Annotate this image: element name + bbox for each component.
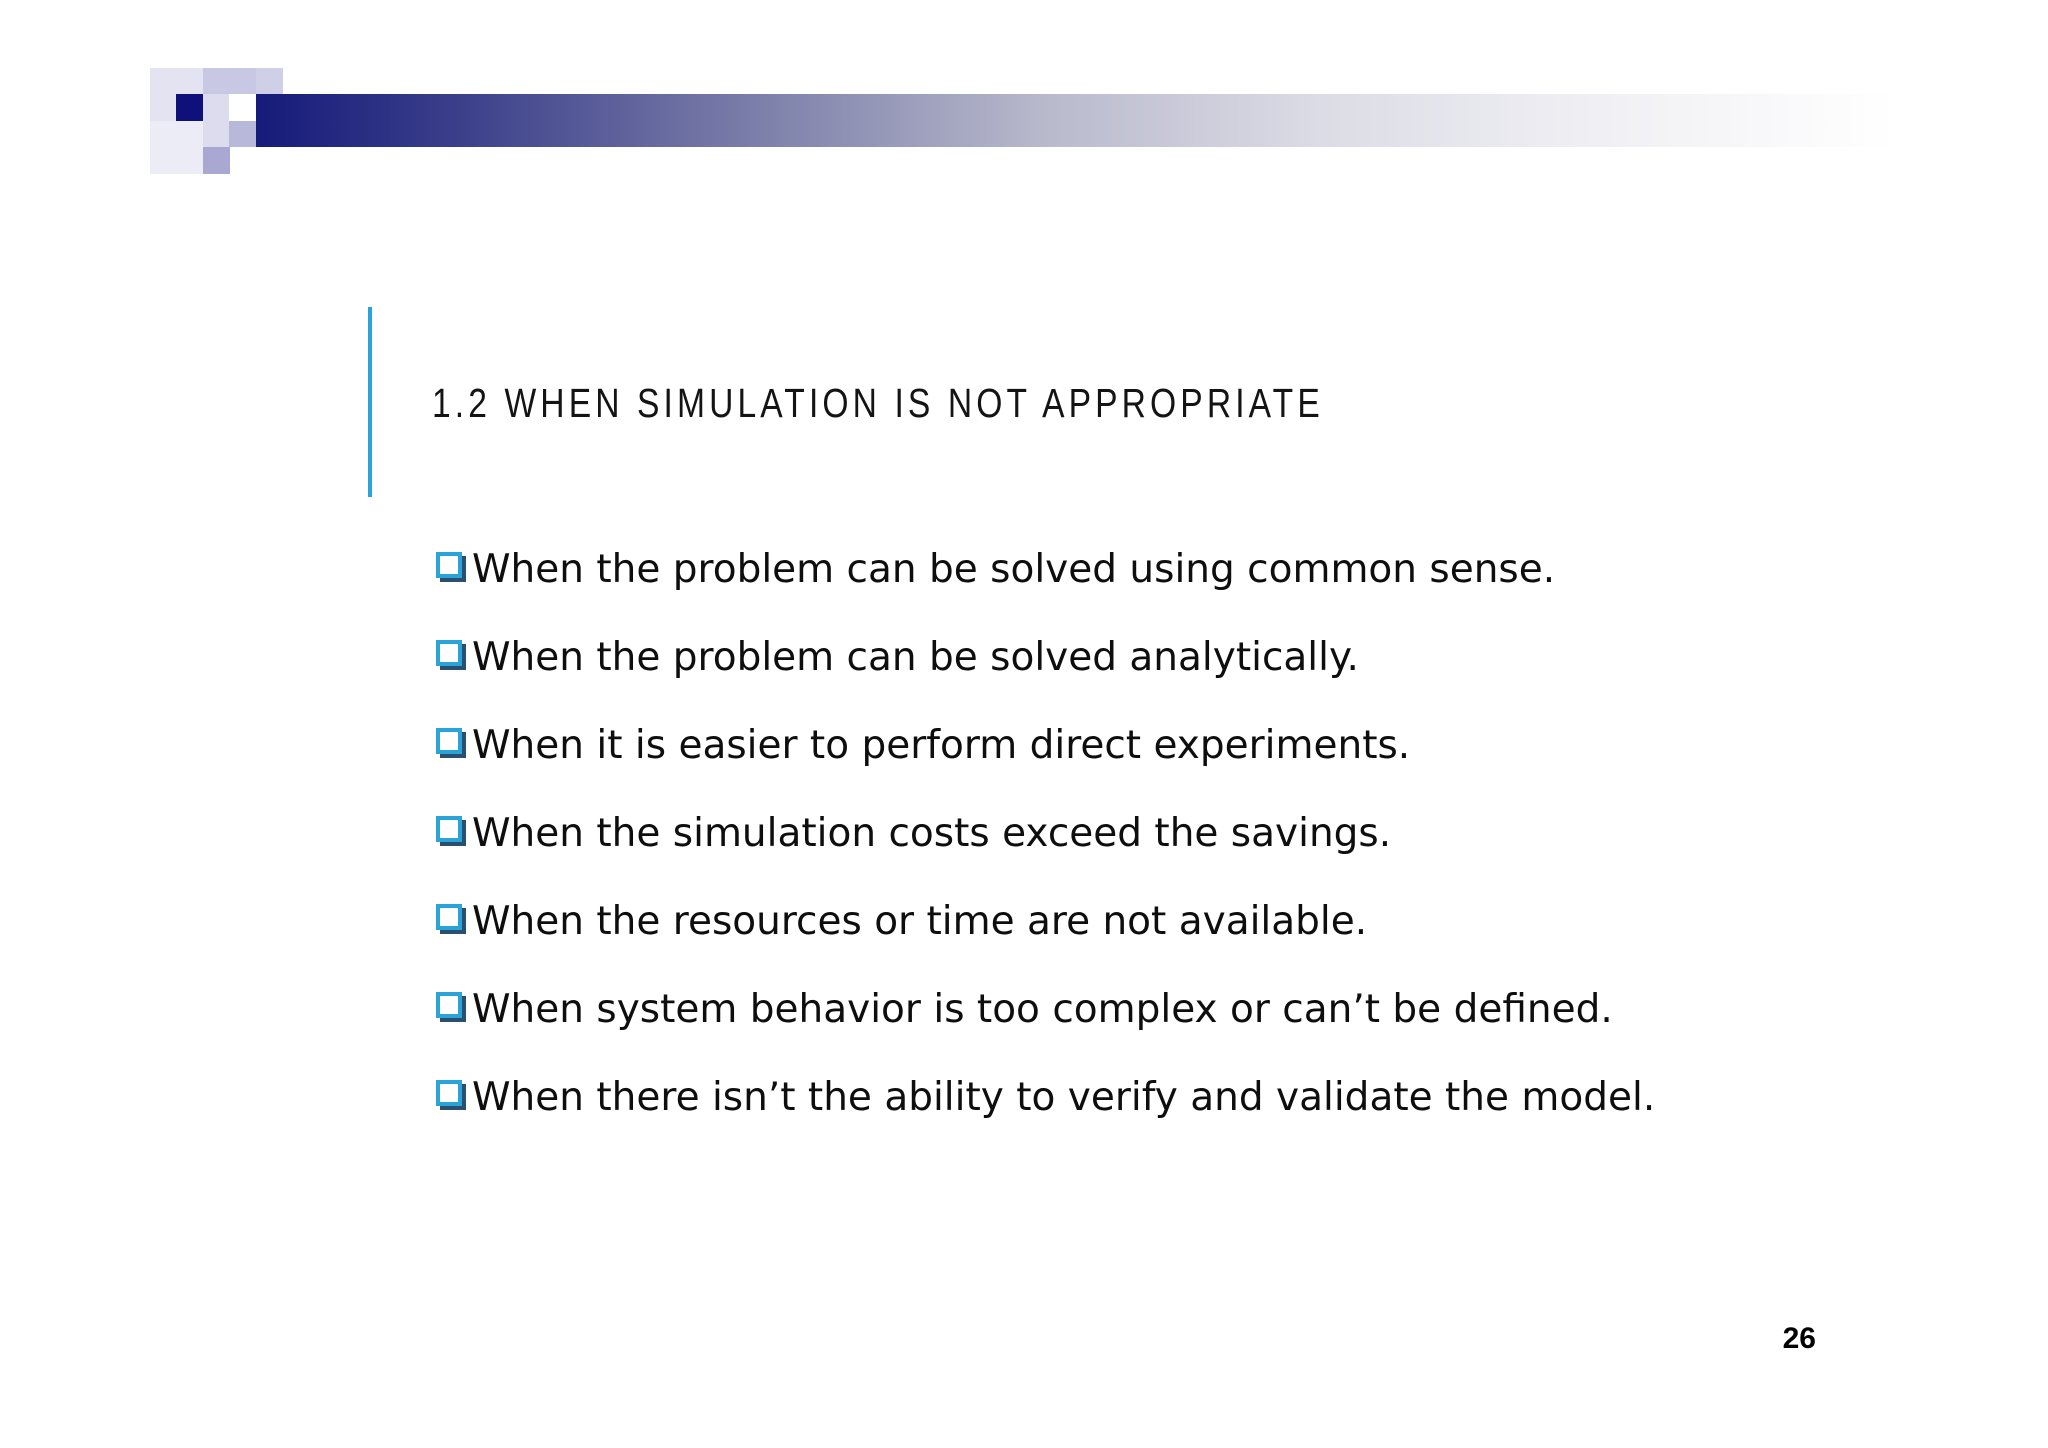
- bullet-text: When the problem can be solved analytically.: [472, 634, 1359, 680]
- header-decoration-square-dark: [176, 94, 203, 121]
- header-decoration-square: [229, 121, 256, 147]
- page-number: 26: [1782, 1322, 1816, 1355]
- header-decoration-square: [203, 147, 230, 174]
- bullet-item: [436, 701, 1655, 789]
- bullet-item: [436, 877, 1655, 965]
- header-decoration-square: [256, 68, 283, 94]
- checkbox-icon: [436, 552, 462, 578]
- bullet-item: [436, 613, 1655, 701]
- checkbox-icon: [436, 640, 462, 666]
- header-gradient-bar: [256, 94, 1896, 147]
- bullet-text: When the simulation costs exceed the savings.: [472, 810, 1392, 856]
- bullet-text: When the problem can be solved using common sense.: [472, 546, 1556, 592]
- header-decoration-square: [150, 121, 203, 174]
- bullet-item: [436, 789, 1655, 877]
- bullet-list: [436, 525, 1655, 1141]
- title-accent-line: [368, 307, 372, 497]
- header-decoration-square: [203, 94, 229, 147]
- checkbox-icon: [436, 1080, 462, 1106]
- bullet-item: [436, 1053, 1655, 1141]
- bullet-item: [436, 965, 1655, 1053]
- bullet-text: When it is easier to perform direct experiments.: [472, 722, 1411, 768]
- bullet-item: [436, 525, 1655, 613]
- checkbox-icon: [436, 816, 462, 842]
- checkbox-icon: [436, 904, 462, 930]
- slide-title: 1.2 WHEN SIMULATION IS NOT APPROPRIATE: [432, 380, 1324, 426]
- bullet-text: When the resources or time are not available.: [472, 898, 1368, 944]
- bullet-text: When there isn’t the ability to verify and validate the model.: [472, 1074, 1656, 1120]
- bullet-text: When system behavior is too complex or can’t be defined.: [472, 986, 1613, 1032]
- checkbox-icon: [436, 992, 462, 1018]
- checkbox-icon: [436, 728, 462, 754]
